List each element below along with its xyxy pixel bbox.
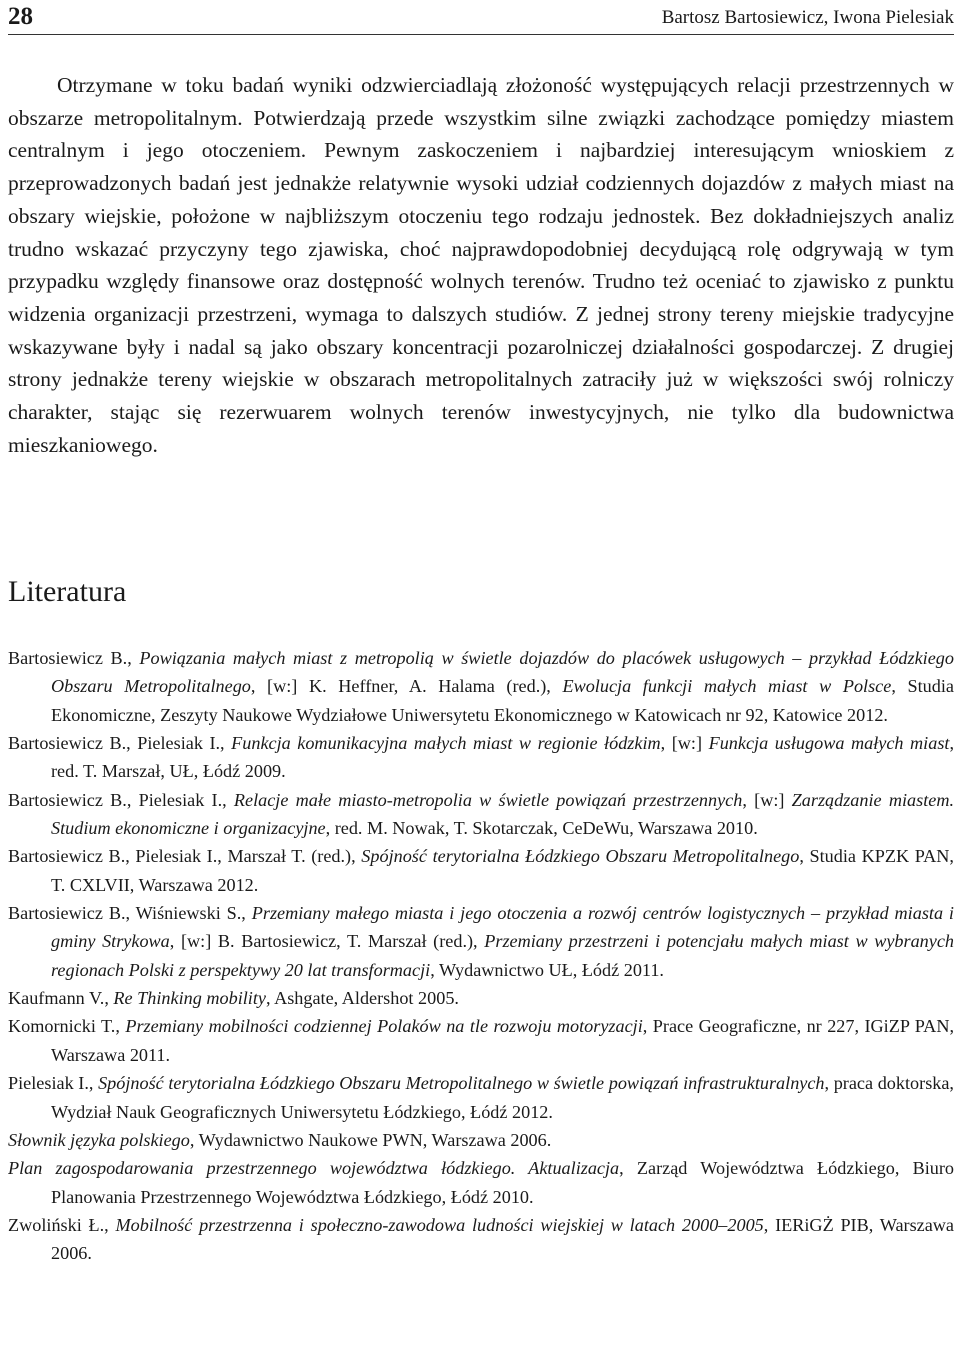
- reference-title-italic: Przemiany przestrzeni i potencjału małych miast w wybranych regionach Polski z perspektywy 20 lat transformacji: [51, 931, 954, 980]
- reference-list: [8, 644, 954, 1268]
- reference-title-italic: Zarządzanie miastem. Studium ekonomiczne i organizacyjne: [51, 789, 954, 839]
- reference-text: Bartosiewicz B., Pielesiak I., Marszał T. (red.),: [8, 846, 362, 867]
- reference-entry: [8, 984, 954, 1012]
- reference-text: Pielesiak I.,: [8, 1073, 99, 1094]
- reference-text: Bartosiewicz B., Pielesiak I.,: [8, 789, 234, 810]
- reference-title-italic: Funkcja komunikacyjna małych miast w regionie łódzkim: [231, 733, 661, 754]
- reference-text: , [w:] B. Bartosiewicz, T. Marszał (red.),: [169, 931, 485, 952]
- reference-entry: [8, 1069, 954, 1126]
- reference-entry: [8, 644, 954, 729]
- reference-entry: [8, 842, 954, 899]
- reference-text: , Wydawnictwo Naukowe PWN, Warszawa 2006.: [189, 1129, 552, 1150]
- reference-text: Komornicki T.,: [8, 1016, 126, 1037]
- reference-text: Bartosiewicz B.,: [8, 648, 140, 668]
- section-title-literature: Literatura: [8, 575, 127, 608]
- reference-title-italic: Mobilność przestrzenna i społeczno-zawodowa ludności wiejskiej w latach 2000–2005: [115, 1214, 764, 1235]
- reference-text: , red. M. Nowak, T. Skotarczak, CeDeWu, Warszawa 2010.: [325, 818, 758, 839]
- reference-title-italic: Spójność terytorialna Łódzkiego Obszaru Metropolitalnego: [361, 846, 800, 867]
- document-page: [8, 0, 954, 1350]
- reference-text: Kaufmann V.,: [8, 988, 114, 1009]
- reference-entry: [8, 1012, 954, 1069]
- reference-entry: [8, 899, 954, 984]
- conclusion-paragraph: Otrzymane w toku badań wyniki odzwierciadlają złożoność występujących relacji przestrzennych w obszarze metropolitalnym. Potwierdzają przede wszystkim silne związki zachodzące pomiędzy miastem centralnym i jego otoczeniem. Pewnym zaskoczeniem i najbardziej interesującym wnioskiem z przeprowadzonych badań jest jednakże relatywnie wysoki udział codziennych dojazdów z małych miast na obszary wiejskie, położone w najbliższym otoczeniu tego rodzaju jednostek. Bez dokładniejszych analiz trudno wskazać przyczyny tego zjawiska, choć najprawdopodobniej decydującą rolę odgrywają w tym przypadku względy finansowe oraz dostępność wolnych terenów. Trudno też oceniać to zjawisko z punktu widzenia organizacji przestrzeni, wymaga to dalszych studiów. Z jednej strony tereny miejskie tradycyjne wskazywane były i nadal są jako obszary koncentracji pozarolniczej działalności gospodarczej. Z drugiej strony jednakże tereny wiejskie w obszarach metropolitalnych zatraciły już w większości swój rolniczy charakter, stając się rezerwuarem wolnych terenów inwestycyjnych, nie tylko dla budownictwa mieszkaniowego.: [8, 73, 954, 457]
- reference-text: , praca doktorska, Wydział Nauk Geograficznych Uniwersytetu Łódzkiego, Łódź 2012.: [51, 1073, 954, 1122]
- reference-text: , [w:]: [742, 789, 792, 810]
- reference-text: , Zarząd Województwa Łódzkiego, Biuro Planowania Przestrzennego Województwa Łódzkiego, Łódź 2010.: [51, 1158, 954, 1207]
- reference-title-italic: Relacje małe miasto-metropolia w świetle powiązań przestrzennych: [233, 789, 743, 810]
- reference-title-italic: Przemiany małego miasta i jego otoczenia a rozwój centrów logistycznych – przykład miasta i gminy Strykowa: [51, 903, 954, 952]
- reference-entry: [8, 729, 954, 786]
- reference-text: , red. T. Marszał, UŁ, Łódź 2009.: [51, 733, 954, 782]
- reference-title-italic: Spójność terytorialna Łódzkiego Obszaru Metropolitalnego w świetle powiązań infrastrukturalnych: [98, 1073, 825, 1094]
- reference-text: Bartosiewicz B., Wiśniewski S.,: [8, 903, 252, 924]
- reference-text: , Wydawnictwo UŁ, Łódź 2011.: [430, 959, 664, 980]
- reference-text: , Studia Ekonomiczne, Zeszyty Naukowe Wydziałowe Uniwersytetu Ekonomicznego w Katowicach nr 92, Katowice 2012.: [51, 676, 954, 725]
- reference-text: , Studia KPZK PAN, T. CXLVII, Warszawa 2012.: [51, 846, 954, 895]
- reference-title-italic: Powiązania małych miast z metropolią w świetle dojazdów do placówek usługowych – przykład Łódzkiego Obszaru Metropolitalnego: [51, 648, 954, 697]
- reference-title-italic: Re Thinking mobility: [113, 988, 266, 1009]
- reference-title-italic: Słownik języka polskiego: [8, 1129, 190, 1150]
- reference-entry: [8, 1154, 954, 1211]
- reference-title-italic: Funkcja usługowa małych miast: [708, 733, 950, 754]
- reference-text: Bartosiewicz B., Pielesiak I.,: [8, 733, 232, 754]
- reference-text: , IERiGŻ PIB, Warszawa 2006.: [51, 1214, 954, 1264]
- header-rule: [8, 34, 954, 35]
- reference-text: , [w:] K. Heffner, A. Halama (red.),: [250, 676, 563, 697]
- reference-text: Zwoliński Ł.,: [8, 1214, 116, 1235]
- reference-title-italic: Plan zagospodarowania przestrzennego województwa łódzkiego. Aktualizacja: [8, 1158, 620, 1179]
- running-head-authors: Bartosz Bartosiewicz, Iwona Pielesiak: [661, 7, 954, 28]
- reference-title-italic: Przemiany mobilności codziennej Polaków na tle rozwoju motoryzacji: [125, 1016, 643, 1037]
- reference-text: , [w:]: [660, 733, 709, 754]
- reference-entry: [8, 786, 954, 843]
- reference-entry: [8, 1211, 954, 1268]
- page-header: [8, 2, 954, 32]
- reference-entry: [8, 1126, 954, 1154]
- reference-title-italic: Ewolucja funkcji małych miast w Polsce: [562, 676, 892, 697]
- reference-text: , Ashgate, Aldershot 2005.: [265, 988, 459, 1009]
- page-number: 28: [8, 3, 33, 30]
- reference-text: , Prace Geograficzne, nr 227, IGiZP PAN, Warszawa 2011.: [51, 1016, 954, 1065]
